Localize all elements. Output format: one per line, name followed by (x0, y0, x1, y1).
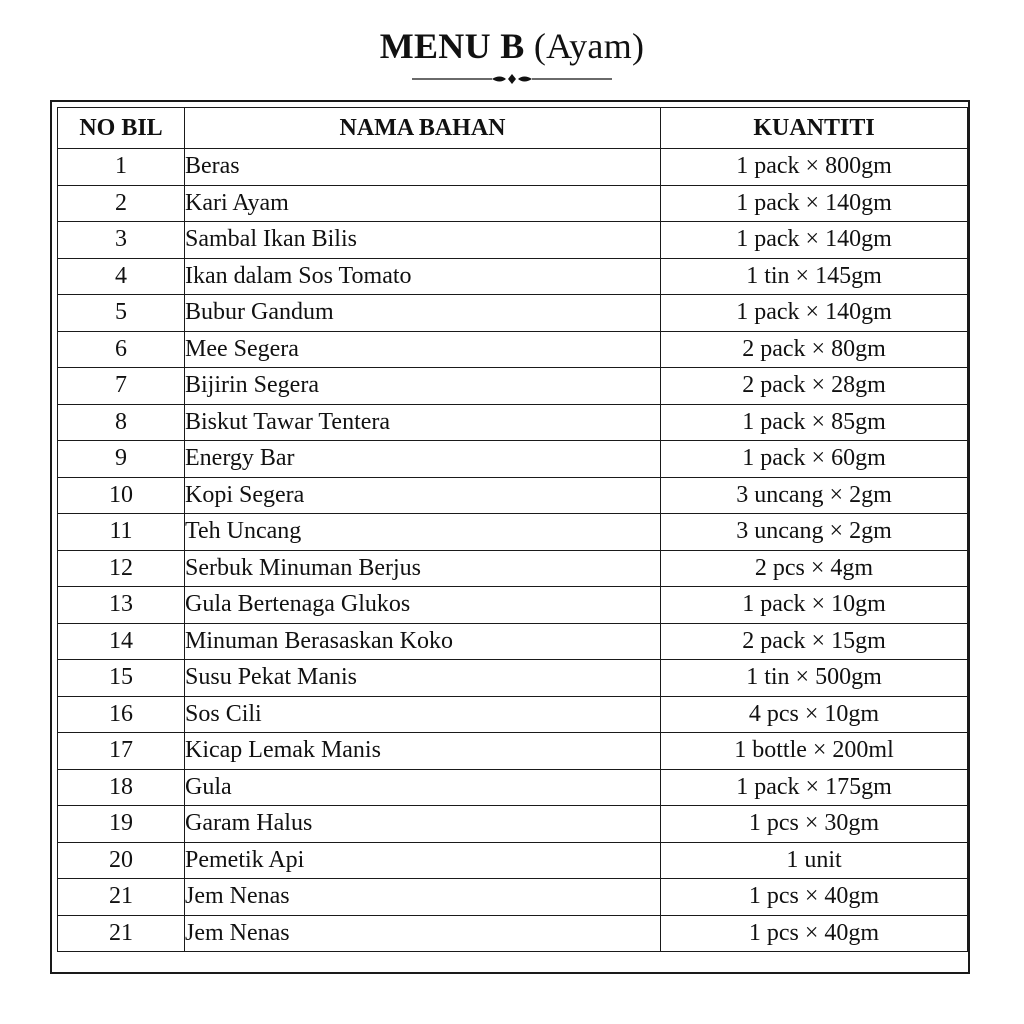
item-name: Biskut Tawar Tentera (185, 404, 661, 441)
row-number: 16 (58, 696, 185, 733)
item-name: Teh Uncang (185, 514, 661, 551)
item-name: Pemetik Api (185, 842, 661, 879)
title-main: MENU B (379, 26, 525, 66)
table-row (58, 879, 968, 916)
item-quantity: 2 pcs × 4gm (661, 550, 968, 587)
table-row (58, 295, 968, 332)
table-row (58, 696, 968, 733)
row-number: 21 (58, 879, 185, 916)
item-name: Bijirin Segera (185, 368, 661, 405)
table-row (58, 185, 968, 222)
item-quantity: 1 pack × 10gm (661, 587, 968, 624)
table-row (58, 550, 968, 587)
item-name: Sos Cili (185, 696, 661, 733)
table-row (58, 587, 968, 624)
item-name: Ikan dalam Sos Tomato (185, 258, 661, 295)
item-name: Jem Nenas (185, 915, 661, 952)
item-name: Kicap Lemak Manis (185, 733, 661, 770)
table-row (58, 368, 968, 405)
item-name: Kopi Segera (185, 477, 661, 514)
item-name: Beras (185, 149, 661, 186)
item-quantity: 1 tin × 500gm (661, 660, 968, 697)
page-title (0, 24, 1024, 68)
table-row (58, 660, 968, 697)
item-name: Gula Bertenaga Glukos (185, 587, 661, 624)
table-row (58, 149, 968, 186)
item-quantity: 1 pack × 60gm (661, 441, 968, 478)
item-quantity: 1 pack × 140gm (661, 295, 968, 332)
item-quantity: 1 unit (661, 842, 968, 879)
item-quantity: 1 pack × 175gm (661, 769, 968, 806)
item-name: Garam Halus (185, 806, 661, 843)
table-row (58, 915, 968, 952)
table-row (58, 222, 968, 259)
item-quantity: 1 pack × 140gm (661, 185, 968, 222)
row-number: 19 (58, 806, 185, 843)
row-number: 4 (58, 258, 185, 295)
row-number: 20 (58, 842, 185, 879)
table-row (58, 477, 968, 514)
item-quantity: 2 pack × 80gm (661, 331, 968, 368)
row-number: 6 (58, 331, 185, 368)
table-row (58, 769, 968, 806)
row-number: 3 (58, 222, 185, 259)
menu-table (57, 107, 968, 952)
table-row (58, 441, 968, 478)
row-number: 13 (58, 587, 185, 624)
table-row (58, 331, 968, 368)
row-number: 21 (58, 915, 185, 952)
item-name: Kari Ayam (185, 185, 661, 222)
table-row (58, 404, 968, 441)
item-name: Mee Segera (185, 331, 661, 368)
row-number: 11 (58, 514, 185, 551)
item-quantity: 1 pcs × 30gm (661, 806, 968, 843)
item-quantity: 1 tin × 145gm (661, 258, 968, 295)
table-row (58, 623, 968, 660)
item-quantity: 1 pcs × 40gm (661, 915, 968, 952)
row-number: 2 (58, 185, 185, 222)
header-nama-bahan: NAMA BAHAN (185, 108, 661, 149)
title-sub: (Ayam) (533, 26, 645, 66)
table-row (58, 258, 968, 295)
table-row (58, 514, 968, 551)
row-number: 5 (58, 295, 185, 332)
item-quantity: 1 pack × 800gm (661, 149, 968, 186)
row-number: 8 (58, 404, 185, 441)
table-row (58, 806, 968, 843)
item-quantity: 2 pack × 15gm (661, 623, 968, 660)
item-quantity: 1 pack × 85gm (661, 404, 968, 441)
row-number: 15 (58, 660, 185, 697)
header-kuantiti: KUANTITI (661, 108, 968, 149)
item-name: Energy Bar (185, 441, 661, 478)
item-name: Bubur Gandum (185, 295, 661, 332)
item-quantity: 4 pcs × 10gm (661, 696, 968, 733)
divider-flourish-icon (412, 70, 612, 88)
item-name: Susu Pekat Manis (185, 660, 661, 697)
row-number: 10 (58, 477, 185, 514)
item-quantity: 2 pack × 28gm (661, 368, 968, 405)
row-number: 12 (58, 550, 185, 587)
table-header-row (58, 108, 968, 149)
item-quantity: 1 bottle × 200ml (661, 733, 968, 770)
header-no-bil: NO BIL (58, 108, 185, 149)
item-quantity: 1 pcs × 40gm (661, 879, 968, 916)
row-number: 17 (58, 733, 185, 770)
row-number: 9 (58, 441, 185, 478)
row-number: 7 (58, 368, 185, 405)
row-number: 14 (58, 623, 185, 660)
item-name: Serbuk Minuman Berjus (185, 550, 661, 587)
row-number: 18 (58, 769, 185, 806)
item-quantity: 3 uncang × 2gm (661, 514, 968, 551)
item-name: Sambal Ikan Bilis (185, 222, 661, 259)
item-name: Jem Nenas (185, 879, 661, 916)
row-number: 1 (58, 149, 185, 186)
item-quantity: 3 uncang × 2gm (661, 477, 968, 514)
item-quantity: 1 pack × 140gm (661, 222, 968, 259)
item-name: Gula (185, 769, 661, 806)
table-row (58, 842, 968, 879)
table-row (58, 733, 968, 770)
item-name: Minuman Berasaskan Koko (185, 623, 661, 660)
